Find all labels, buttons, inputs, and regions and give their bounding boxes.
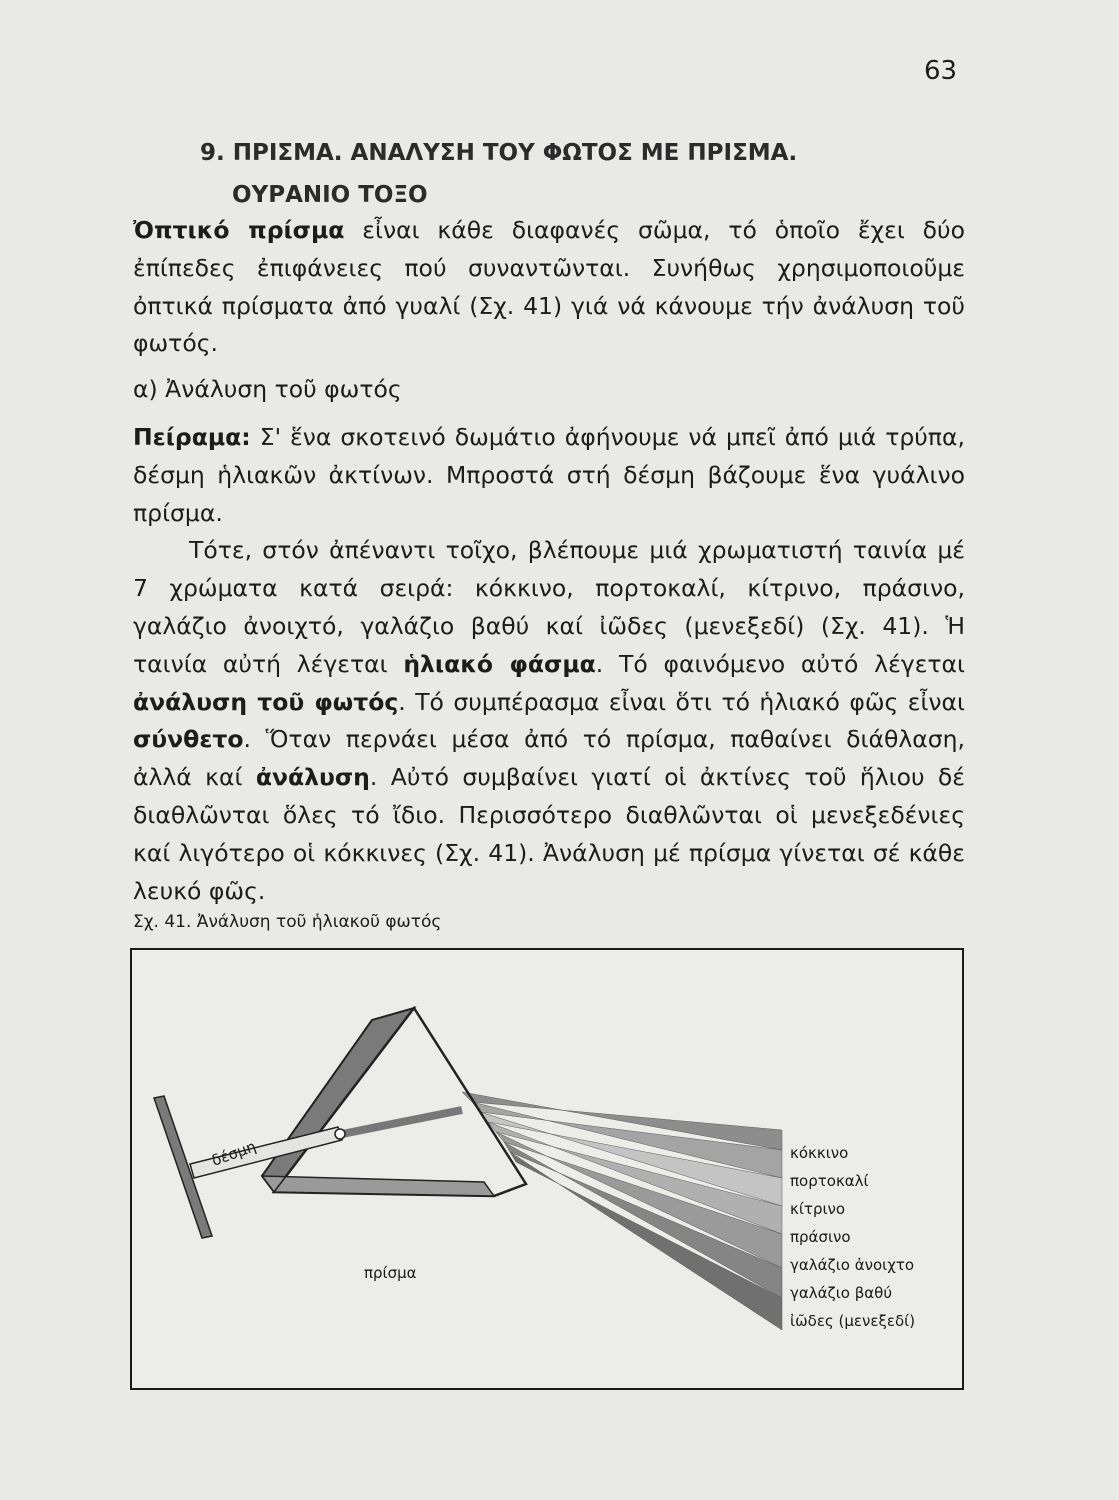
text-span: . Τό φαινόμενο αὐτό λέγεται (595, 649, 965, 678)
prism-back-face (262, 1008, 414, 1192)
prism-edge (274, 1008, 414, 1192)
beam-entry-point (335, 1129, 345, 1139)
title-line-1: 9. ΠΡΙΣΜΑ. ΑΝΑΛΥΣΗ ΤΟΥ ΦΩΤΟΣ ΜΕ ΠΡΙΣΜΑ. (200, 140, 798, 166)
subheading: α) Ἀνάλυση τοῦ φωτός (133, 375, 402, 404)
color-label: γαλάζιο ἀνοιχτο (790, 1256, 915, 1274)
intro-paragraph (133, 212, 965, 363)
text-span: . Ὅταν περνάει μέσα ἀπό τό πρίσμα, παθαίνει διάθλαση, ἀλλά καί (133, 725, 965, 792)
term-analysis: ἀνάλυση (255, 763, 370, 792)
color-label: κόκκινο (790, 1144, 849, 1162)
color-label: γαλάζιο βαθύ (790, 1284, 893, 1302)
prism-bottom-edge (262, 1176, 494, 1196)
text-span: Τότε, στόν ἀπέναντι τοῖχο, βλέπουμε μιά χρωματιστή ταινία μέ 7 χρώματα κατά σειρά: κόκκινο, πορτοκαλί, κίτρινο, πράσινο, γαλάζιο ἀνοιχτό, γαλάζιο βαθύ καί ἰῶδες (μενεξεδί) (Σχ. 41). Ἡ ταινία αὐτή λέγεται (133, 536, 965, 678)
term-composite: σύνθετο (133, 725, 244, 754)
title-line-2: ΟΥΡΑΝΙΟ ΤΟΞΟ (232, 182, 428, 208)
term-optical-prism: Ὀπτικό πρίσμα (133, 216, 345, 244)
color-label: κίτρινο (790, 1200, 846, 1218)
experiment-label: Πείραμα: (133, 422, 251, 451)
beam-inside-prism (342, 1110, 462, 1134)
beam-label: δέσμη (209, 1137, 259, 1170)
term-solar-spectrum: ἡλιακό φάσμα (403, 649, 596, 678)
page-number: 63 (924, 56, 958, 86)
figure-caption: Σχ. 41. Ἀνάλυση τοῦ ἡλιακοῦ φωτός (133, 912, 442, 932)
prism-label: πρίσμα (364, 1264, 417, 1282)
prism-diagram (132, 950, 962, 1388)
body-text (133, 212, 965, 910)
text-span: . Αὐτό συμβαίνει γιατί οἱ ἀκτίνες τοῦ ἥλιου δέ διαθλῶνται ὅλες τό ἴδιο. Περισσότερο διαθλῶνται οἱ μενεξεδένιες καί λιγότερο οἱ κόκκινες (Σχ. 41). Ἀνάλυση μέ πρίσμα γίνεται σέ κάθε λευκό φῶς. (133, 763, 966, 905)
result-paragraph (133, 532, 965, 910)
spectrum-bands (462, 1092, 782, 1330)
intro-text: εἶναι κάθε διαφανές σῶμα, τό ὁποῖο ἔχει δύο ἐπίπεδες ἐπιφάνειες πού συναντῶνται. Συνήθως χρησιμοποιοῦμε ὀπτικά πρίσματα ἀπό γυαλί (Σχ. 41) γιά νά κάνουμε τήν ἀνάλυση τοῦ φωτός. (133, 216, 965, 358)
figure-41 (130, 948, 964, 1390)
term-light-analysis: ἀνάλυση τοῦ φωτός (133, 687, 399, 716)
experiment-paragraph (133, 419, 965, 532)
color-label: ἰῶδες (μενεξεδί) (790, 1312, 916, 1330)
text-span: . Τό συμπέρασμα εἶναι ὅτι τό ἡλιακό φῶς εἶναι (398, 687, 965, 716)
color-label: πράσινο (790, 1228, 851, 1246)
section-title (200, 132, 960, 216)
color-labels (790, 1144, 915, 1330)
color-label: πορτοκαλί (790, 1172, 869, 1190)
experiment-text: Σ' ἕνα σκοτεινό δωμάτιο ἀφήνουμε νά μπεῖ ἀπό μιά τρύπα, δέσμη ἡλιακῶν ἀκτίνων. Μπροστά στή δέσμη βάζουμε ἕνα γυάλινο πρίσμα. (133, 422, 965, 527)
